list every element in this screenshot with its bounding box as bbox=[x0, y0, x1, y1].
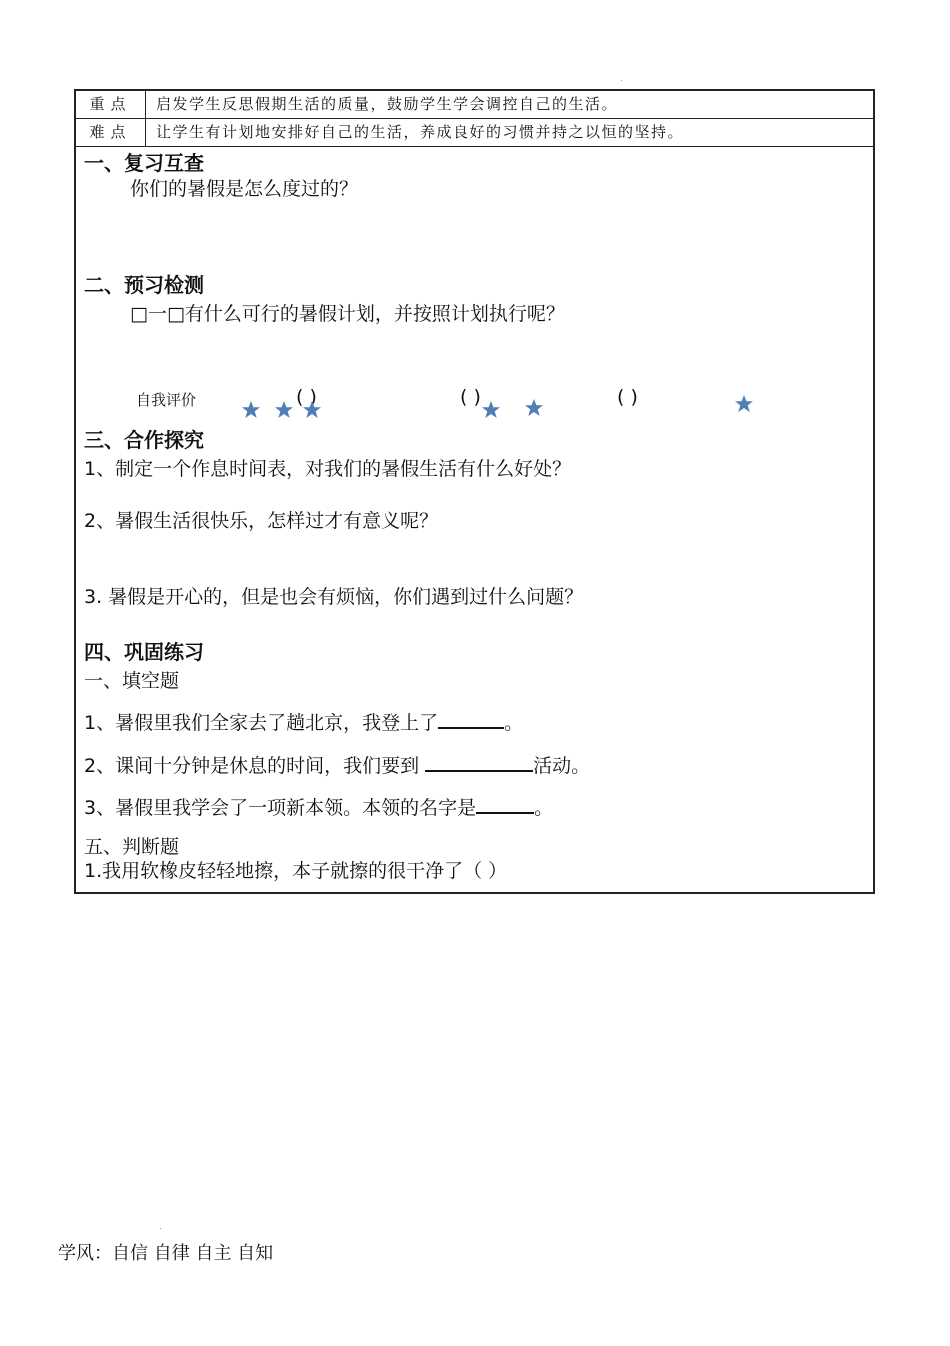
star-icon bbox=[274, 400, 294, 420]
fill-question-3 bbox=[84, 794, 553, 820]
star-icon bbox=[241, 400, 261, 420]
scan-dot bbox=[160, 1228, 161, 1229]
fill-blank-1[interactable] bbox=[438, 709, 504, 729]
self-eval-label: 自我评价 bbox=[136, 391, 197, 409]
difficulty-text: 让学生有计划地安排好自己的生活，养成良好的习惯并持之以恒的坚持。 bbox=[156, 123, 685, 141]
judge-subheading: 五、判断题 bbox=[84, 836, 180, 858]
section1-question: 你们的暑假是怎么度过的？ bbox=[130, 178, 359, 200]
star-icon bbox=[524, 398, 544, 418]
fill-question-3-text: 3、暑假里我学会了一项新本领。本领的名字是 bbox=[84, 797, 477, 819]
fill-question-2-text: 2、课间十分钟是休息的时间，我们要到 bbox=[84, 755, 420, 777]
study-motto-footer: 学风：自信 自律 自主 自知 bbox=[58, 1243, 274, 1264]
star-icon bbox=[302, 400, 322, 420]
focus-text: 启发学生反思假期生活的质量，鼓励学生学会调控自己的生活。 bbox=[156, 95, 619, 113]
rating-paren-3: ( ) bbox=[617, 386, 638, 408]
section3-q3: 3. 暑假是开心的，但是也会有烦恼，你们遇到过什么问题？ bbox=[84, 586, 584, 608]
section3-q2: 2、暑假生活很快乐，怎样过才有意义呢？ bbox=[84, 510, 439, 532]
section2-question: □一□有什么可行的暑假计划，并按照计划执行呢？ bbox=[130, 303, 565, 325]
fill-blank-2[interactable] bbox=[425, 752, 533, 772]
section1-heading: 一、复习互查 bbox=[84, 151, 204, 175]
fill-question-1-end: 。 bbox=[504, 712, 524, 734]
fill-blank-3[interactable] bbox=[476, 794, 534, 814]
difficulty-row bbox=[76, 119, 873, 147]
section3-q1: 1、制定一个作息时间表，对我们的暑假生活有什么好处？ bbox=[84, 458, 572, 480]
fill-question-2 bbox=[84, 752, 590, 778]
fill-question-2-end: 活动。 bbox=[533, 755, 591, 777]
star-icon bbox=[481, 400, 501, 420]
fill-question-1 bbox=[84, 709, 523, 735]
fill-question-3-end: 。 bbox=[534, 797, 554, 819]
section3-heading: 三、合作探究 bbox=[84, 428, 204, 452]
judge-question-1: 1.我用软橡皮轻轻地擦，本子就擦的很干净了（ ） bbox=[84, 860, 508, 882]
focus-row bbox=[76, 91, 873, 119]
scan-dot bbox=[621, 80, 622, 81]
section2-heading: 二、预习检测 bbox=[84, 273, 204, 297]
section4-heading: 四、巩固练习 bbox=[84, 640, 204, 664]
lesson-table bbox=[74, 89, 875, 894]
rating-paren-1: ( ) bbox=[296, 386, 317, 408]
rating-paren-2: ( ) bbox=[460, 386, 481, 408]
difficulty-label: 难点 bbox=[76, 119, 146, 146]
star-icon bbox=[734, 394, 754, 414]
fill-question-1-text: 1、暑假里我们全家去了趟北京，我登上了 bbox=[84, 712, 439, 734]
fill-blank-subheading: 一、填空题 bbox=[84, 670, 180, 692]
focus-label: 重点 bbox=[76, 91, 146, 118]
